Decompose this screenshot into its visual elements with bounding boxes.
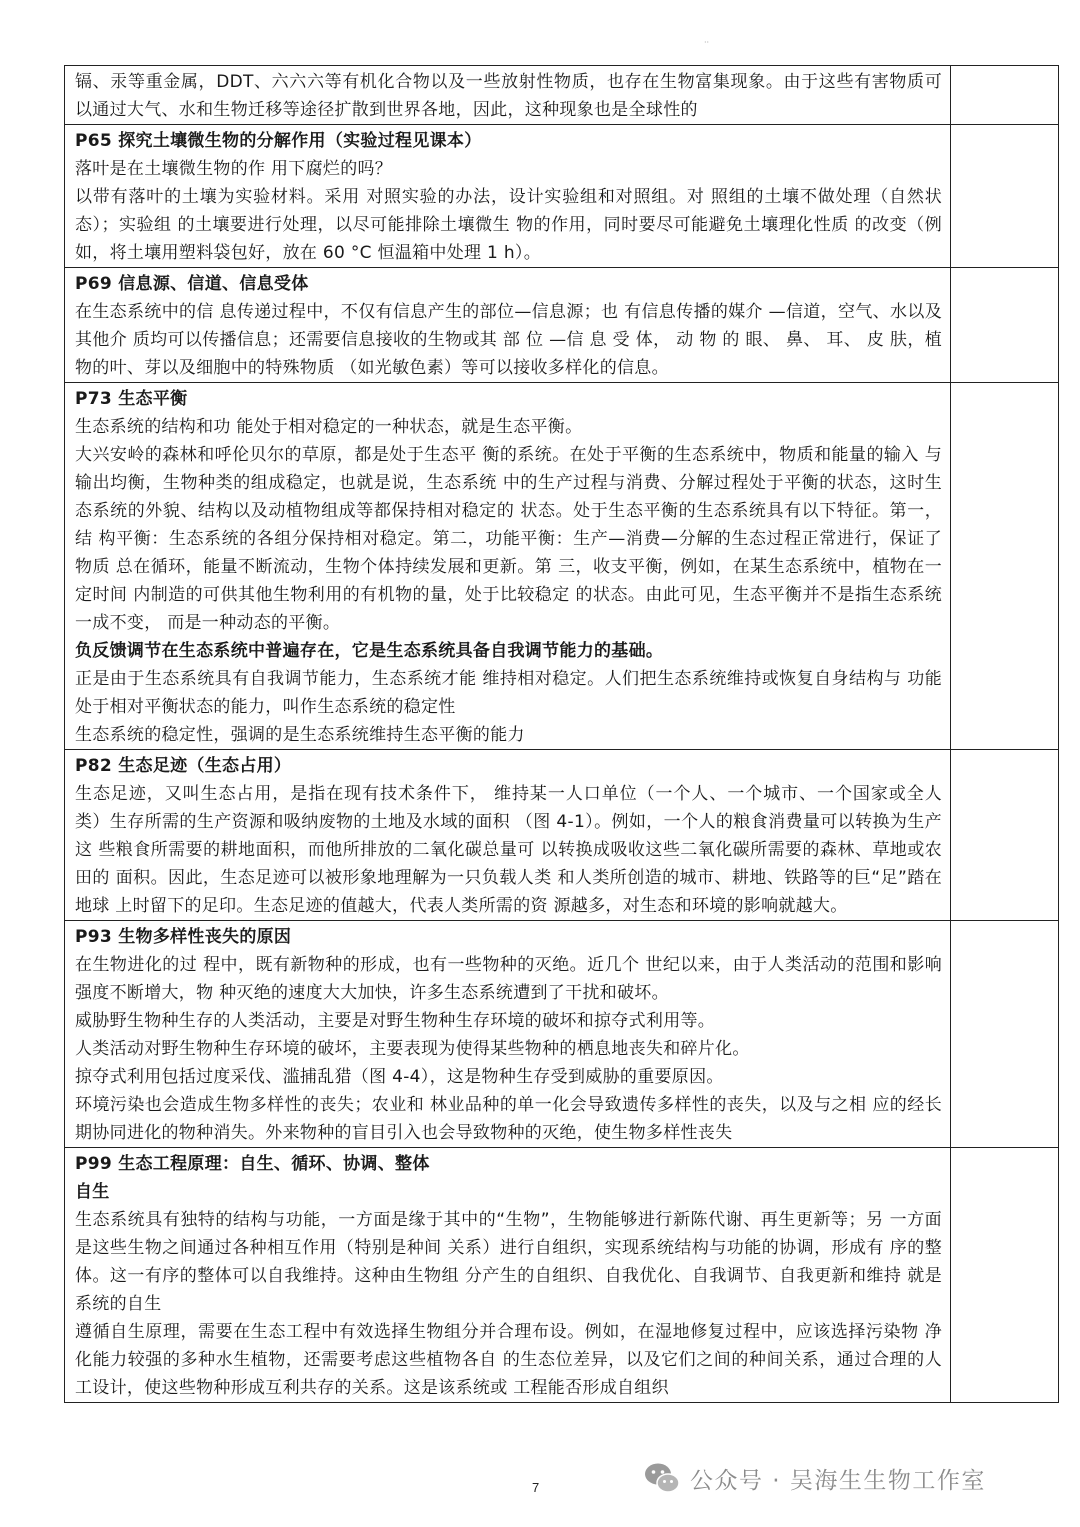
notes-cell [951, 750, 1059, 921]
paragraph: 正是由于生态系统具有自我调节能力，生态系统才能 维持相对稳定。人们把生态系统维持或恢复自身结构与 功能处于相对平衡状态的能力，叫作生态系统的稳定性 [75, 669, 942, 717]
paragraph: 落叶是在土壤微生物的作 用下腐烂的吗？ [75, 159, 393, 179]
table-row [65, 1148, 1059, 1403]
section-heading: P69 信息源、信道、信息受体 [75, 274, 309, 294]
paragraph: 生态系统的结构和功 能处于相对稳定的一种状态，就是生态平衡。 [75, 417, 583, 437]
paragraph: 生态足迹，又叫生态占用，是指在现有技术条件下， 维持某一人口单位（一个人、一个城市、一个国家或全人 类）生存所需的生产资源和吸纳废物的土地及水域的面积 （图 4-1）。例如，一个人的粮食消费量可以转换为生产这 些粮食所需要的耕地面积，而他所排放的二氧化碳总量可 以转换成吸收这些二氧化碳所需要的森林、草地或农田的 面积。因此，生态足迹可以被形象地理解为一只负载人类 和人类所创造的城市、耕地、铁路等的巨“足”踏在地球 上时留下的足印。生态足迹的值越大，代表人类所需的资 源越多，对生态和环境的影响就越大。 [75, 784, 942, 916]
paragraph: 镉、汞等重金属，DDT、六六六等有机化合物以及一些放射性物质，也存在生物富集现象。由于这些有害物质可以通过大气、水和生物迁移等途径扩散到世界各地，因此，这种现象也是全球性的 [75, 72, 942, 120]
section-heading: P93 生物多样性丧失的原因 [75, 927, 292, 947]
paragraph: 人类活动对野生物种生存环境的破坏，主要表现为使得某些物种的栖息地丧失和碎片化。 [75, 1039, 750, 1059]
table-row [65, 125, 1059, 268]
header-mark: ·· [704, 38, 710, 47]
watermark-text: 公众号 · 吴海生生物工作室 [690, 1467, 986, 1494]
table-row [65, 750, 1059, 921]
page-number: 7 [532, 1480, 540, 1495]
content-cell [65, 268, 951, 383]
content-cell [65, 66, 951, 125]
content-cell [65, 125, 951, 268]
notes-table [64, 65, 1059, 1403]
paragraph: 自生 [75, 1182, 110, 1202]
table-row [65, 66, 1059, 125]
notes-cell [951, 268, 1059, 383]
watermark [642, 1458, 986, 1498]
content-cell [65, 750, 951, 921]
table-body [65, 66, 1059, 1403]
notes-cell [951, 383, 1059, 750]
section-heading: P73 生态平衡 [75, 389, 188, 409]
paragraph: 生态系统具有独特的结构与功能，一方面是缘于其中的“生物”，生物能够进行新陈代谢、再生更新等；另 一方面是这些生物之间通过各种相互作用（特别是种间 关系）进行自组织，实现系统结构与功能的协调，形成有 序的整体。这一有序的整体可以自我维持。这种由生物组 分产生的自组织、自我优化、自我调节、自我更新和维持 就是系统的自生 [75, 1210, 942, 1314]
paragraph: 负反馈调节在生态系统中普遍存在，它是生态系统具备自我调节能力的基础。 [75, 641, 664, 661]
notes-cell [951, 125, 1059, 268]
table-row [65, 383, 1059, 750]
table-row [65, 921, 1059, 1148]
section-heading: P99 生态工程原理：自生、循环、协调、整体 [75, 1154, 430, 1174]
paragraph: 威胁野生物种生存的人类活动，主要是对野生物种生存环境的破坏和掠夺式利用等。 [75, 1011, 716, 1031]
wechat-icon [642, 1458, 682, 1498]
content-cell [65, 921, 951, 1148]
section-heading: P65 探究土壤微生物的分解作用（实验过程见课本） [75, 131, 482, 151]
paragraph: 掠夺式利用包括过度采伐、滥捕乱猎（图 4-4），这是物种生存受到威胁的重要原因。 [75, 1067, 724, 1087]
paragraph: 以带有落叶的土壤为实验材料。采用 对照实验的办法，设计实验组和对照组。对 照组的土壤不做处理（自然状态）；实验组 的土壤要进行处理，以尽可能排除土壤微生 物的作用，同时要尽可能避免土壤理化性质 的改变（例如，将土壤用塑料袋包好，放在 60 °C 恒温箱中处理 1 h）。 [75, 187, 942, 263]
paragraph: 在生态系统中的信 息传递过程中，不仅有信息产生的部位—信息源；也 有信息传播的媒介 —信道，空气、水以及其他介 质均可以传播信息；还需要信息接收的生物或其 部 位 —信 息 受 体， 动 物 的 眼、 鼻、 耳、 皮 肤，植物的叶、芽以及细胞中的特殊物质 （如光敏色素）等可以接收多样化的信息。 [75, 302, 942, 378]
content-cell [65, 1148, 951, 1403]
paragraph: 环境污染也会造成生物多样性的丧失；农业和 林业品种的单一化会导致遗传多样性的丧失，以及与之相 应的经长期协同进化的物种消失。外来物种的盲目引入也会导致物种的灭绝，使生物多样性丧失 [75, 1095, 942, 1143]
notes-cell [951, 66, 1059, 125]
paragraph: 遵循自生原理，需要在生态工程中有效选择生物组分并合理布设。例如，在湿地修复过程中，应该选择污染物 净化能力较强的多种水生植物，还需要考虑这些植物各自 的生态位差异，以及它们之间的种间关系，通过合理的人工设计，使这些物种形成互利共存的关系。这是该系统或 工程能否形成自组织 [75, 1322, 942, 1398]
notes-cell [951, 1148, 1059, 1403]
paragraph: 大兴安岭的森林和呼伦贝尔的草原，都是处于生态平 衡的系统。在处于平衡的生态系统中，物质和能量的输入 与输出均衡，生物种类的组成稳定，也就是说，生态系统 中的生产过程与消费、分解过程处于平衡的状态，这时生 态系统的外貌、结构以及动植物组成等都保持相对稳定的 状态。处于生态平衡的生态系统具有以下特征。第一，结 构平衡：生态系统的各组分保持相对稳定。第二，功能平衡：生产—消费—分解的生态过程正常进行，保证了物质 总在循环，能量不断流动，生物个体持续发展和更新。第 三，收支平衡，例如，在某生态系统中，植物在一定时间 内制造的可供其他生物利用的有机物的量，处于比较稳定 的状态。由此可见，生态平衡并不是指生态系统一成不变， 而是一种动态的平衡。 [75, 445, 942, 633]
notes-cell [951, 921, 1059, 1148]
paragraph: 生态系统的稳定性，强调的是生态系统维持生态平衡的能力 [75, 725, 525, 745]
paragraph: 在生物进化的过 程中，既有新物种的形成，也有一些物种的灭绝。近几个 世纪以来，由于人类活动的范围和影响强度不断增大，物 种灭绝的速度大大加快，许多生态系统遭到了干扰和破坏。 [75, 955, 942, 1003]
section-heading: P82 生态足迹（生态占用） [75, 756, 292, 776]
table-row [65, 268, 1059, 383]
content-cell [65, 383, 951, 750]
